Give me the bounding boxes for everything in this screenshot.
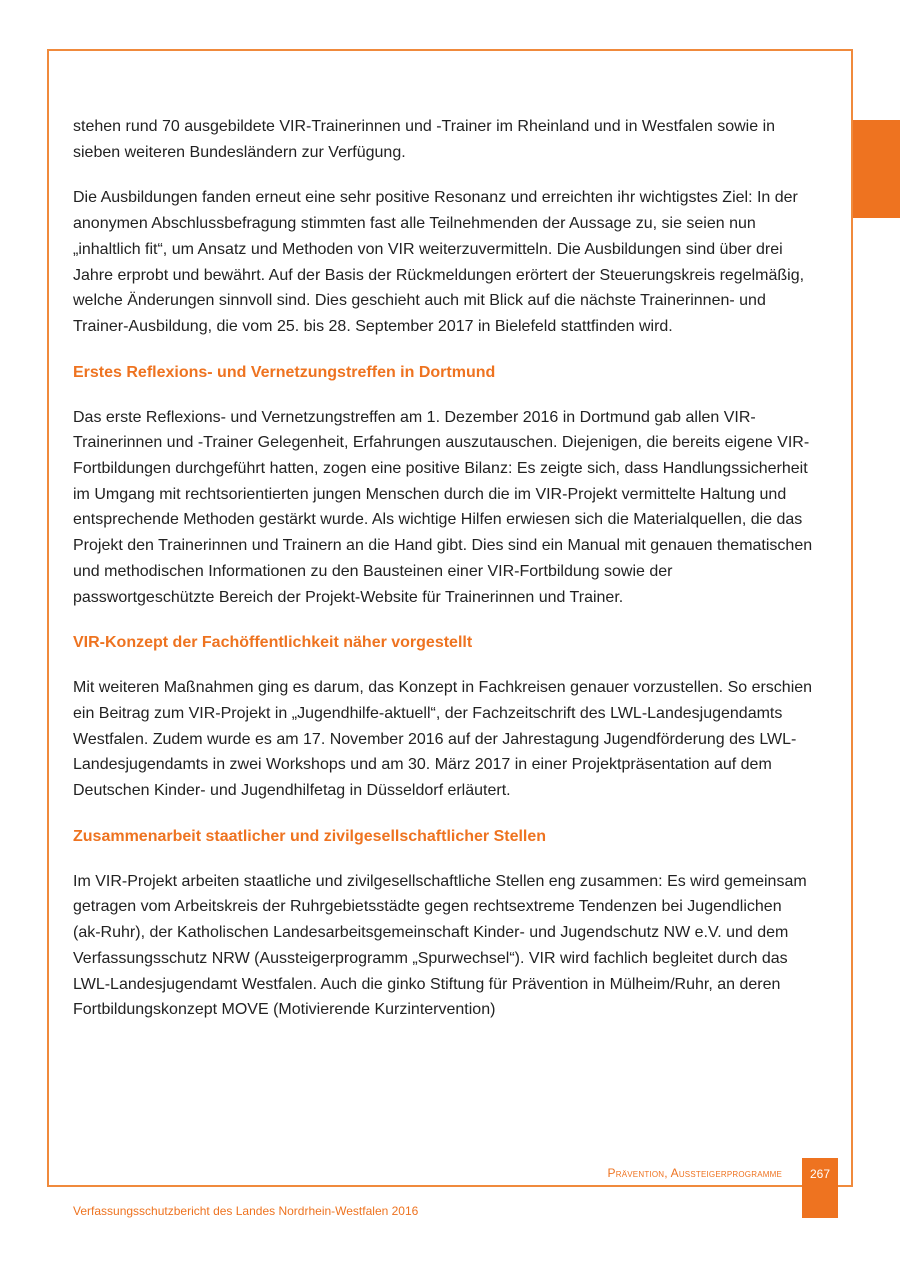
section-heading: Zusammenarbeit staatlicher und zivilgesellschaftlicher Stellen [73,827,547,845]
page-content [73,114,813,1043]
paragraph: Die Ausbildungen fanden erneut eine sehr positive Resonanz und erreichten ihr wichtigstes Ziel: In der anonymen Abschlussbefragung stimmten fast alle Teilnehmenden der Aussage zu, sie seien nun „inhaltlich fit“, um Ansatz und Methoden von VIR weiterzuvermitteln. Die Ausbildungen sind über drei Jahre erprobt und bewährt. Auf der Basis der Rückmeldungen erörtert der Steuerungskreis regelmäßig, welche Änderungen sinnvoll sind. Dies geschieht auch mit Blick auf die nächste Trainerinnen- und Trainer-Ausbildung, die vom 25. bis 28. September 2017 in Bielefeld stattfinden wird. [73,189,805,335]
section-heading: VIR-Konzept der Fachöffentlichkeit näher vorgestellt [73,634,473,652]
publication-title: Verfassungsschutzbericht des Landes Nordrhein-Westfalen 2016 [73,1204,419,1218]
running-footer-section: Prävention, Aussteigerprogramme [607,1166,782,1180]
paragraph: Das erste Reflexions- und Vernetzungstreffen am 1. Dezember 2016 in Dortmund gab allen VIR-Trainerinnen und -Trainer Gelegenheit, Erfahrungen auszutauschen. Diejenigen, die bereits eigene VIR-Fortbildungen durchgeführt hatten, zogen eine positive Bilanz: Es zeigte sich, dass Handlungssicherheit im Umgang mit rechtsorientierten jungen Menschen durch die im VIR-Projekt vermittelte Haltung und entsprechende Methoden gestärkt wurde. Als wichtige Hilfen erwiesen sich die Materialquellen, die das Projekt den Trainerinnen und Trainern an die Hand gibt. Dies sind ein Manual mit genauen thematischen und methodischen Informationen zu den Bausteinen einer VIR-Fortbildung sowie der passwortgeschützte Bereich der Projekt-Website für Trainerinnen und Trainer. [73,408,813,606]
page-number: 267 [809,1167,831,1181]
paragraph: Mit weiteren Maßnahmen ging es darum, das Konzept in Fachkreisen genauer vorzustellen. So erschien ein Beitrag zum VIR-Projekt in „Jugendhilfe-aktuell“, der Fachzeitschrift des LWL-Landesjugendamts Westfalen. Zudem wurde es am 17. November 2016 auf der Jahrestagung Jugendförderung des LWL-Landesjugendamts in zwei Workshops und am 30. März 2017 in einer Projektpräsentation auf dem Deutschen Kinder- und Jugendhilfetag in Düsseldorf erläutert. [73,679,813,800]
paragraph: stehen rund 70 ausgebildete VIR-Trainerinnen und -Trainer im Rheinland und in Westfalen sowie in sieben weiteren Bundesländern zur Verfügung. [73,118,776,161]
chapter-tab [853,120,900,218]
section-heading: Erstes Reflexions- und Vernetzungstreffen in Dortmund [73,363,496,381]
paragraph: Im VIR-Projekt arbeiten staatliche und zivilgesellschaftliche Stellen eng zusammen: Es wird gemeinsam getragen vom Arbeitskreis der Ruhrgebietsstädte gegen rechtsextreme Tendenzen bei Jugendlichen (ak-Ruhr), der Katholischen Landesarbeitsgemeinschaft Kinder- und Jugendschutz NW e.V. und dem Verfassungsschutz NRW (Aussteigerprogramm „Spurwechsel“). VIR wird fachlich begleitet durch das LWL-Landesjugendamt Westfalen. Auch die ginko Stiftung für Prävention in Mülheim/Ruhr, an deren Fortbildungskonzept MOVE (Motivierende Kurzintervention) [73,872,807,1019]
page-number-box [802,1158,838,1218]
